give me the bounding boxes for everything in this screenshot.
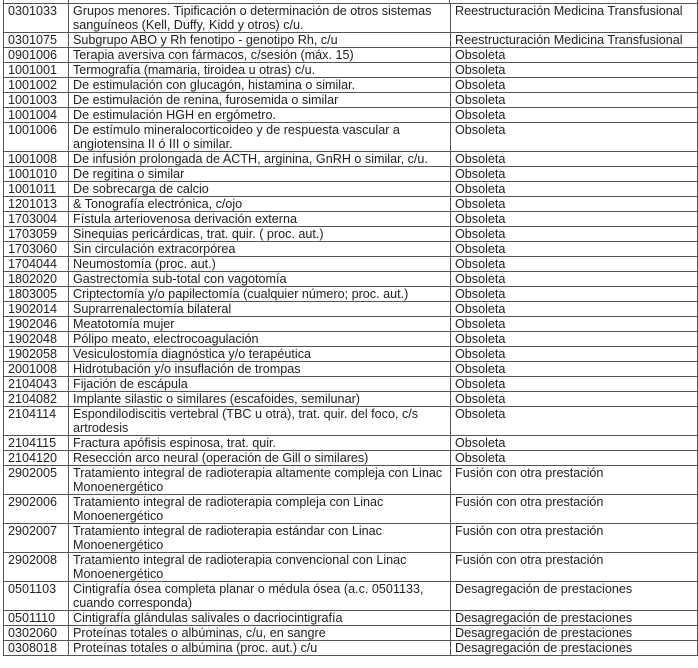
description-cell: De estímulo mineralocorticoideo y de respuesta vascular a angiotensina II ó III o similar. <box>69 123 451 152</box>
description-cell: Neumostomía (proc. aut.) <box>69 257 451 272</box>
table-row <box>4 257 698 272</box>
table-row <box>4 641 698 656</box>
description-cell: De estimulación HGH en ergómetro. <box>69 108 451 123</box>
table-row <box>4 78 698 93</box>
code-cell: 2104114 <box>4 407 69 436</box>
description-cell: Vesiculostomía diagnóstica y/o terapéutica <box>69 347 451 362</box>
code-cell: 1703004 <box>4 212 69 227</box>
code-cell: 1001003 <box>4 93 69 108</box>
description-cell: De regitina o similar <box>69 167 451 182</box>
description-cell: Tratamiento integral de radioterapia altamente compleja con Linac Monoenergético <box>69 466 451 495</box>
description-cell: Termografía (mamaria, tiroidea u otras) c/u. <box>69 63 451 78</box>
status-cell: Obsoleta <box>451 123 698 152</box>
table-row <box>4 197 698 212</box>
table-row <box>4 466 698 495</box>
status-cell: Obsoleta <box>451 362 698 377</box>
table-row <box>4 4 698 33</box>
code-cell: 1704044 <box>4 257 69 272</box>
table-row <box>4 495 698 524</box>
code-cell: 1001008 <box>4 152 69 167</box>
description-cell: Proteínas totales o albúminas, c/u, en sangre <box>69 626 451 641</box>
table-row <box>4 123 698 152</box>
code-cell: 1802020 <box>4 272 69 287</box>
status-cell: Fusión con otra prestación <box>451 553 698 582</box>
code-cell: 2902005 <box>4 466 69 495</box>
table-row <box>4 152 698 167</box>
code-cell: 2902006 <box>4 495 69 524</box>
status-cell: Reestructuración Medicina Transfusional <box>451 33 698 48</box>
table-row <box>4 93 698 108</box>
status-cell: Obsoleta <box>451 48 698 63</box>
code-cell: 1703060 <box>4 242 69 257</box>
description-cell: De infusión prolongada de ACTH, arginina, GnRH o similar, c/u. <box>69 152 451 167</box>
table-row <box>4 553 698 582</box>
description-cell: Suprarrenalectomía bilateral <box>69 302 451 317</box>
status-cell: Obsoleta <box>451 377 698 392</box>
description-cell: Implante silastic o similares (escafoides, semilunar) <box>69 392 451 407</box>
status-cell: Obsoleta <box>451 63 698 78</box>
status-cell: Reestructuración Medicina Transfusional <box>451 4 698 33</box>
code-cell: 0301033 <box>4 4 69 33</box>
description-cell: Fístula arteriovenosa derivación externa <box>69 212 451 227</box>
description-cell: Meatotomía mujer <box>69 317 451 332</box>
table-row <box>4 392 698 407</box>
code-cell: 1001004 <box>4 108 69 123</box>
code-cell: 2902008 <box>4 553 69 582</box>
status-cell: Obsoleta <box>451 93 698 108</box>
description-cell: Fractura apófisis espinosa, trat. quir. <box>69 436 451 451</box>
table-row <box>4 626 698 641</box>
table-row <box>4 317 698 332</box>
table-row <box>4 582 698 611</box>
code-cell: 0501103 <box>4 582 69 611</box>
code-cell: 1902046 <box>4 317 69 332</box>
status-cell: Obsoleta <box>451 212 698 227</box>
description-cell: Pólipo meato, electrocoagulación <box>69 332 451 347</box>
code-cell: 1902014 <box>4 302 69 317</box>
status-cell: Obsoleta <box>451 167 698 182</box>
description-cell: Cintigrafía glándulas salivales o dacriocintigrafía <box>69 611 451 626</box>
table-row <box>4 377 698 392</box>
table-row <box>4 362 698 377</box>
status-cell: Desagregación de prestaciones <box>451 611 698 626</box>
status-cell: Obsoleta <box>451 317 698 332</box>
status-cell: Obsoleta <box>451 182 698 197</box>
code-cell: 1001006 <box>4 123 69 152</box>
status-cell: Desagregación de prestaciones <box>451 641 698 656</box>
description-cell: & Tonografía electrónica, c/ojo <box>69 197 451 212</box>
status-cell: Obsoleta <box>451 287 698 302</box>
status-cell: Obsoleta <box>451 347 698 362</box>
description-cell: Grupos menores. Tipificación o determinación de otros sistemas sanguíneos (Kell, Duffy, Kidd y otros) c/u. <box>69 4 451 33</box>
table-row <box>4 524 698 553</box>
table-row <box>4 182 698 197</box>
description-cell: Sin circulación extracorpórea <box>69 242 451 257</box>
description-cell: Gastrectomía sub-total con vagotomía <box>69 272 451 287</box>
description-cell: Criptectomía y/o papilectomía (cualquier número; proc. aut.) <box>69 287 451 302</box>
code-cell: 1001002 <box>4 78 69 93</box>
description-cell: Subgrupo ABO y Rh fenotipo - genotipo Rh, c/u <box>69 33 451 48</box>
table-row <box>4 287 698 302</box>
description-cell: De estimulación de renina, furosemida o similar <box>69 93 451 108</box>
table-row <box>4 212 698 227</box>
code-cell: 2902007 <box>4 524 69 553</box>
code-cell: 1803005 <box>4 287 69 302</box>
table-row <box>4 332 698 347</box>
status-cell: Obsoleta <box>451 242 698 257</box>
code-cell: 0308018 <box>4 641 69 656</box>
description-cell: Terapia aversiva con fármacos, c/sesión (máx. 15) <box>69 48 451 63</box>
code-cell: 0302060 <box>4 626 69 641</box>
code-cell: 1703059 <box>4 227 69 242</box>
status-cell: Obsoleta <box>451 197 698 212</box>
description-cell: Tratamiento integral de radioterapia estándar con Linac Monoenergético <box>69 524 451 553</box>
status-cell: Obsoleta <box>451 152 698 167</box>
status-cell: Fusión con otra prestación <box>451 524 698 553</box>
code-cell: 2001008 <box>4 362 69 377</box>
description-cell: Sinequias pericárdicas, trat. quir. ( proc. aut.) <box>69 227 451 242</box>
status-cell: Obsoleta <box>451 227 698 242</box>
description-cell: Cintigrafía ósea completa planar o médula ósea (a.c. 0501133, cuando corresponda) <box>69 582 451 611</box>
status-cell: Obsoleta <box>451 451 698 466</box>
description-cell: Tratamiento integral de radioterapia convencional con Linac Monoenergético <box>69 553 451 582</box>
description-cell: Tratamiento integral de radioterapia compleja con Linac Monoenergético <box>69 495 451 524</box>
code-cell: 1201013 <box>4 197 69 212</box>
code-cell: 0501110 <box>4 611 69 626</box>
table-row <box>4 227 698 242</box>
code-cell: 0901006 <box>4 48 69 63</box>
status-cell: Obsoleta <box>451 302 698 317</box>
description-cell: Hidrotubación y/o insuflación de trompas <box>69 362 451 377</box>
table-row <box>4 302 698 317</box>
code-cell: 1001011 <box>4 182 69 197</box>
status-cell: Desagregación de prestaciones <box>451 626 698 641</box>
status-cell: Obsoleta <box>451 257 698 272</box>
code-cell: 1001010 <box>4 167 69 182</box>
description-cell: Resección arco neural (operación de Gill o similares) <box>69 451 451 466</box>
table-row <box>4 611 698 626</box>
status-cell: Desagregación de prestaciones <box>451 582 698 611</box>
prestaciones-table <box>3 3 698 656</box>
status-cell: Fusión con otra prestación <box>451 495 698 524</box>
code-cell: 1001001 <box>4 63 69 78</box>
status-cell: Obsoleta <box>451 392 698 407</box>
code-cell: 1902058 <box>4 347 69 362</box>
code-cell: 2104082 <box>4 392 69 407</box>
status-cell: Obsoleta <box>451 407 698 436</box>
status-cell: Obsoleta <box>451 436 698 451</box>
table-row <box>4 347 698 362</box>
table-row <box>4 108 698 123</box>
status-cell: Fusión con otra prestación <box>451 466 698 495</box>
table-row <box>4 407 698 436</box>
code-cell: 1902048 <box>4 332 69 347</box>
status-cell: Obsoleta <box>451 332 698 347</box>
table-row <box>4 48 698 63</box>
status-cell: Obsoleta <box>451 108 698 123</box>
code-cell: 0301075 <box>4 33 69 48</box>
table-row <box>4 436 698 451</box>
code-cell: 2104043 <box>4 377 69 392</box>
description-cell: Fijación de escápula <box>69 377 451 392</box>
table-row <box>4 451 698 466</box>
table-row <box>4 242 698 257</box>
table-row <box>4 33 698 48</box>
description-cell: Espondilodiscitis vertebral (TBC u otra), trat. quir. del foco, c/s artrodesis <box>69 407 451 436</box>
description-cell: De sobrecarga de calcio <box>69 182 451 197</box>
code-cell: 2104115 <box>4 436 69 451</box>
description-cell: Proteínas totales o albúmina (proc. aut.) c/u <box>69 641 451 656</box>
description-cell: De estimulación con glucagón, histamina o similar. <box>69 78 451 93</box>
table-row <box>4 63 698 78</box>
code-cell: 2104120 <box>4 451 69 466</box>
table-row <box>4 272 698 287</box>
status-cell: Obsoleta <box>451 78 698 93</box>
status-cell: Obsoleta <box>451 272 698 287</box>
table-row <box>4 167 698 182</box>
